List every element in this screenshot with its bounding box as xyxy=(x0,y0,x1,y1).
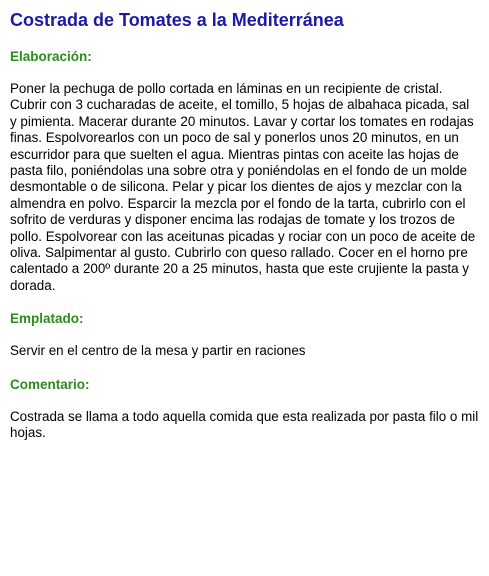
section-text-comentario: Costrada se llama a todo aquella comida que esta realizada por pasta filo o mil hojas. xyxy=(10,408,479,441)
section-elaboracion xyxy=(10,48,479,294)
section-heading-comentario: Comentario: xyxy=(10,376,90,392)
section-text-emplatado: Servir en el centro de la mesa y partir en raciones xyxy=(10,343,306,359)
section-heading-elaboracion: Elaboración: xyxy=(10,49,92,64)
section-emplatado xyxy=(10,310,479,359)
section-comentario xyxy=(10,376,479,442)
section-heading-emplatado: Emplatado: xyxy=(10,311,84,327)
section-text-elaboracion: Poner la pechuga de pollo cortada en láminas en un recipiente de cristal. Cubrir con 3 cucharadas de aceite, el tomillo, 5 hojas de albahaca picada, sal y pimienta. Macerar durante 20 minutos. Lavar y cortar los tomates en rodajas finas. Espolvorearlos con un poco de sal y ponerlos unos 20 minutos, en un escurridor para que suelten el agua. Mientras pintas con aceite las hojas de pasta filo, poniéndolas una sobre otra y poniéndolas en el fondo de un molde desmontable o de silicona. Pelar y picar los dientes de ajos y mezclar con la almendra en polvo. Esparcir la mezcla por el fondo de la tarta, cubrirlo con el sofrito de verduras y disponer encima las rodajas de tomate y los trozos de pollo. Espolvorear con las aceitunas picadas y rociar con un poco de aceite de oliva. Salpimentar al gusto. Cubrirlo con queso rallado. Cocer en el horno pre calentado a 200º durante 20 a 25 minutos, hasta que este crujiente la pasta y dorada. xyxy=(10,81,476,293)
recipe-title: Costrada de Tomates a la Mediterránea xyxy=(10,10,344,30)
